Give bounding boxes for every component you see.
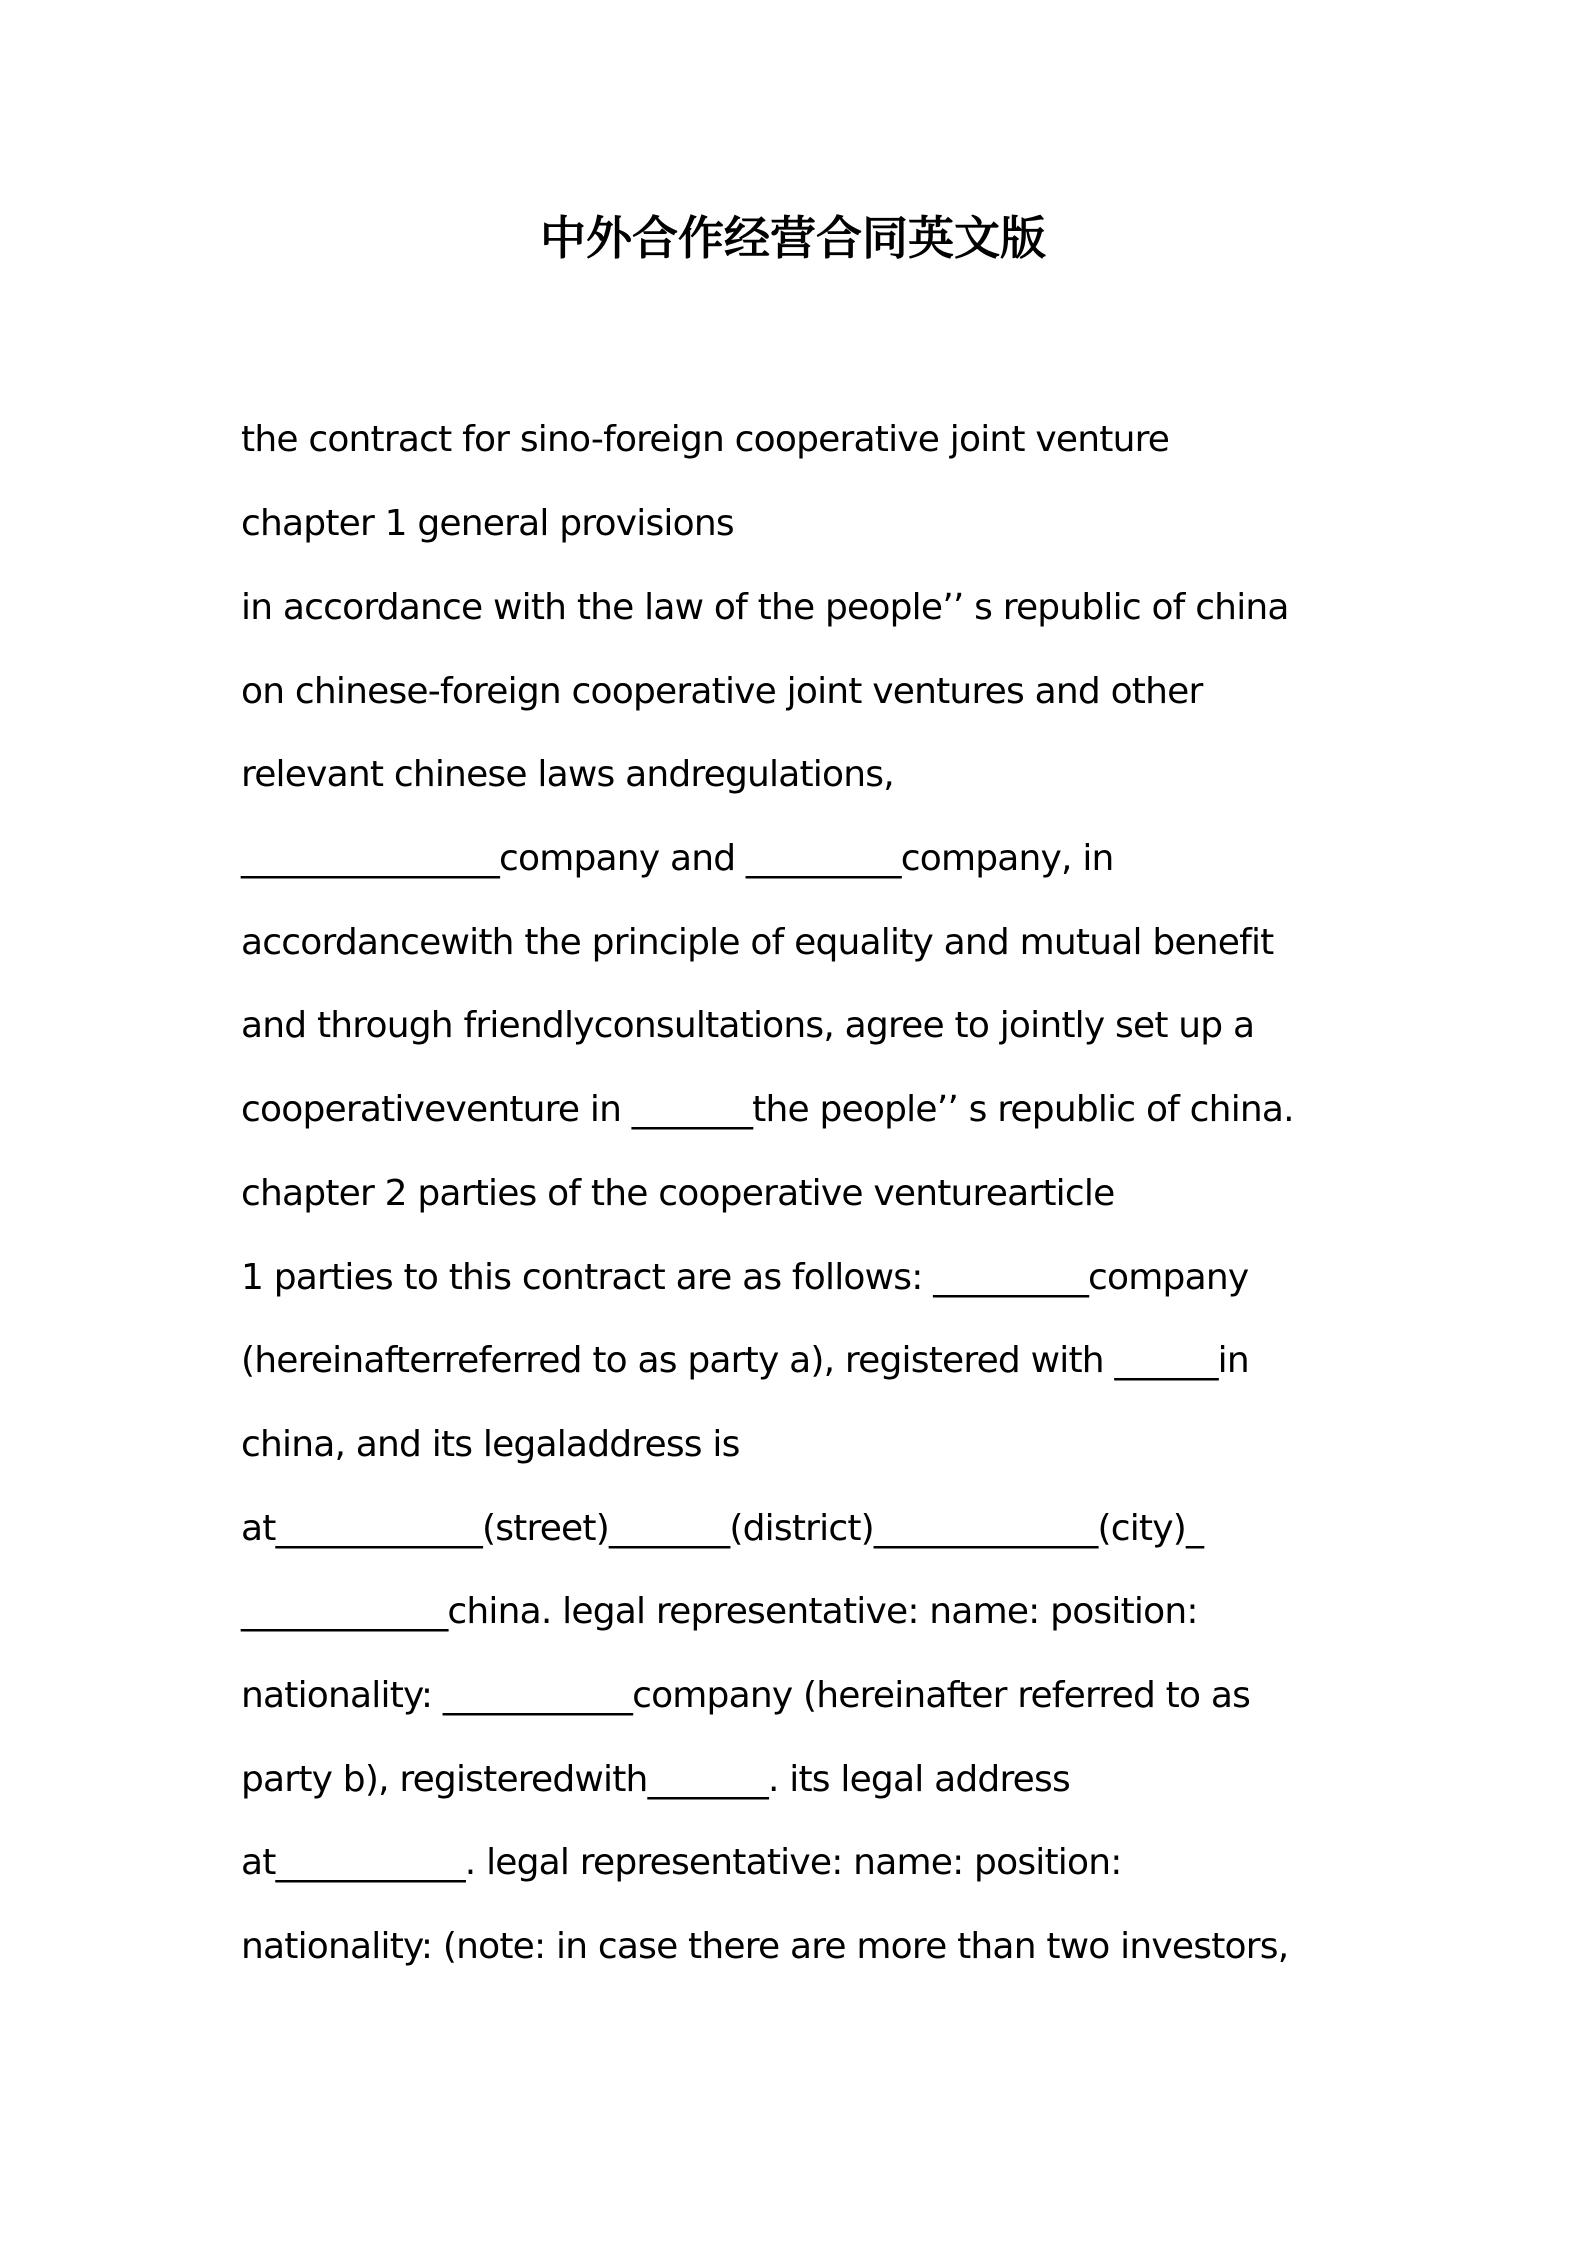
document-title: 中外合作经营合同英文版	[540, 211, 1046, 265]
body-text-line: cooperativeventure in _______the people’’ s republic of china.	[241, 1089, 1294, 1130]
body-text-line: ____________china. legal representative: name: position:	[241, 1591, 1198, 1632]
body-text-line: accordancewith the principle of equality and mutual benefit	[241, 922, 1274, 963]
body-text-line: (hereinafterreferred to as party a), registered with ______in	[241, 1340, 1249, 1381]
body-text-line: at____________(street)_______(district)_____________(city)_	[241, 1508, 1204, 1549]
body-text-line: at___________. legal representative: name: position:	[241, 1842, 1122, 1883]
body-text-line: nationality: ___________company (hereinafter referred to as	[241, 1675, 1251, 1716]
body-text-line: chapter 1 general provisions	[241, 503, 734, 544]
body-text-line: 1 parties to this contract are as follows: _________company	[241, 1257, 1249, 1298]
body-text-line: party b), registeredwith_______. its legal address	[241, 1759, 1070, 1800]
body-text-line: the contract for sino-foreign cooperative joint venture	[241, 419, 1170, 460]
body-text-line: in accordance with the law of the people’’ s republic of china	[241, 587, 1289, 628]
body-text-line: chapter 2 parties of the cooperative venturearticle	[241, 1173, 1115, 1214]
body-text-line: china, and its legaladdress is	[241, 1424, 740, 1465]
body-text-line: relevant chinese laws andregulations,	[241, 754, 894, 795]
body-text-line: nationality: (note: in case there are more than two investors,	[241, 1926, 1289, 1967]
body-text-line: _______________company and _________company, in	[241, 838, 1114, 879]
body-text-line: on chinese-foreign cooperative joint ventures and other	[241, 671, 1203, 712]
body-text-line: and through friendlyconsultations, agree to jointly set up a	[241, 1005, 1255, 1046]
